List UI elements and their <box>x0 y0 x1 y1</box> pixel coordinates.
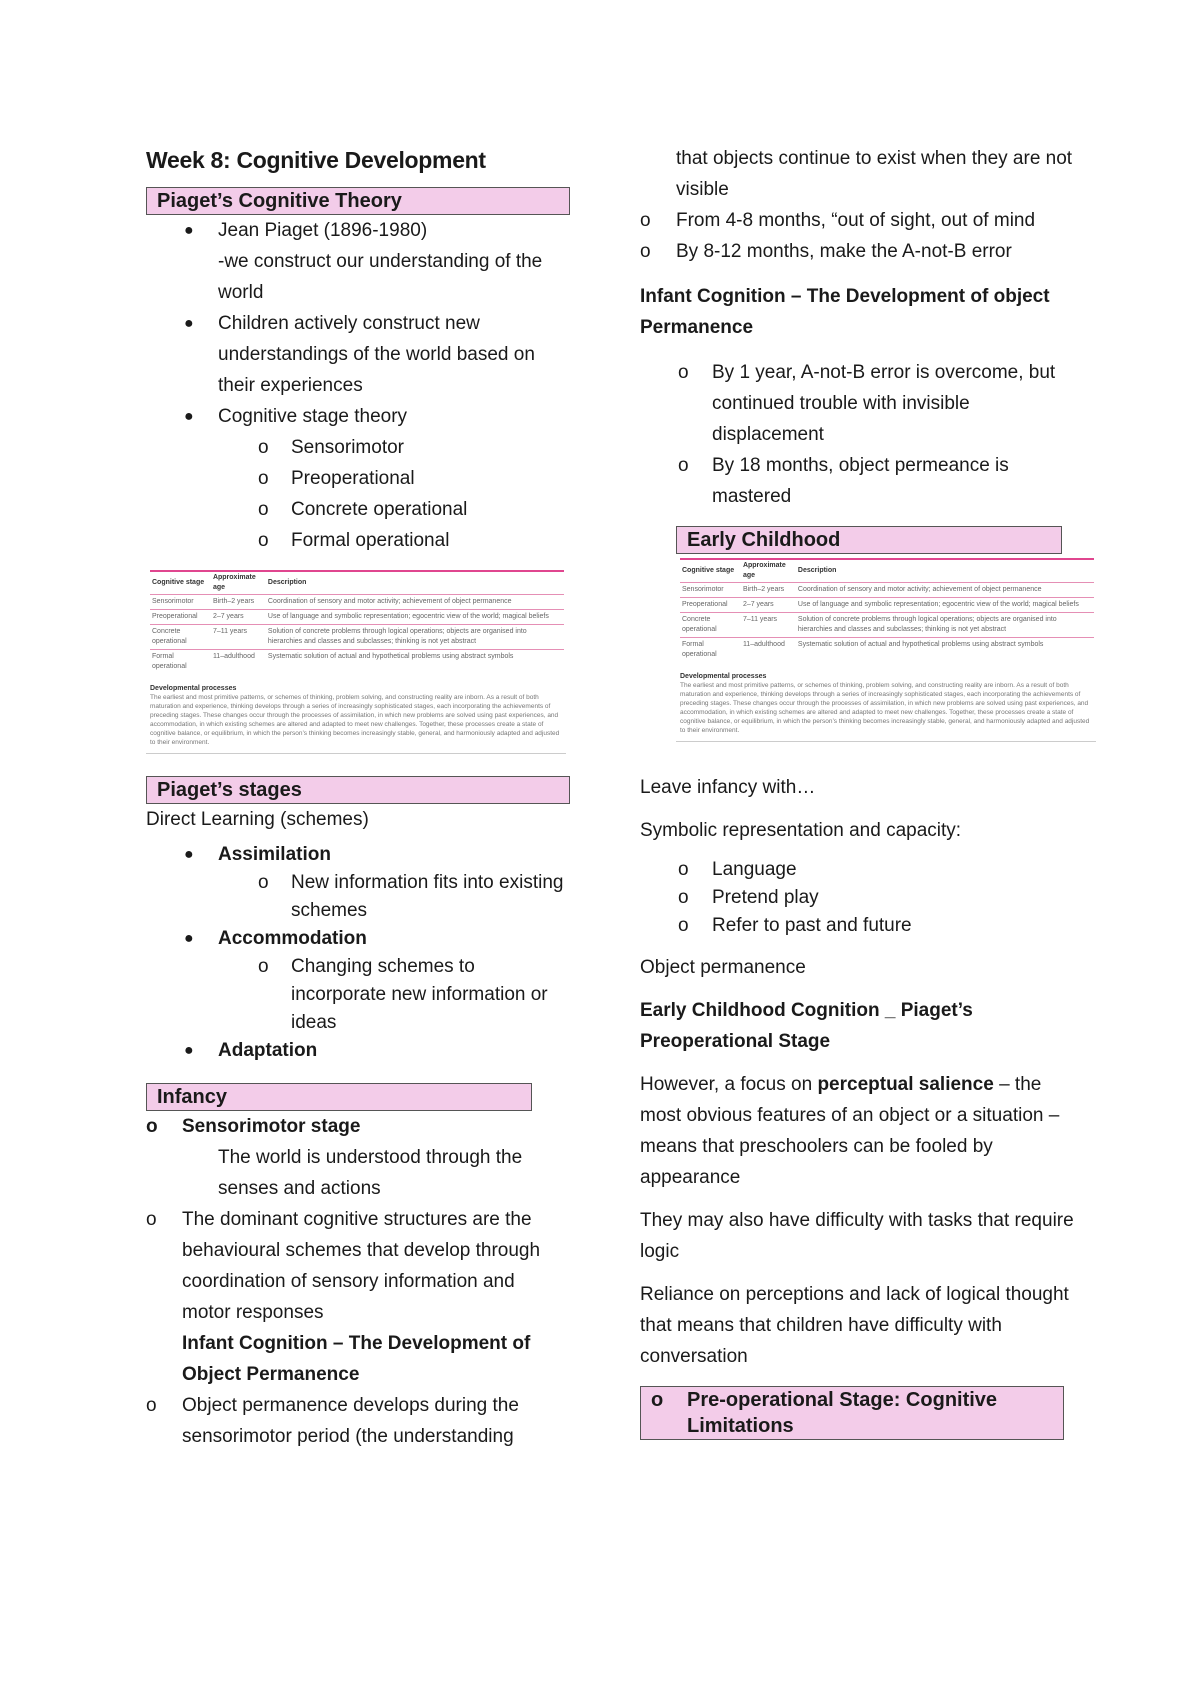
list-item: o The dominant cognitive structures are the behavioural schemes that develop through coordination of sensory information and motor responses Infant Cognition – The Development of Object Permanence <box>146 1209 541 1385</box>
table-note: Developmental processes The earliest and most primitive patterns, or schemes of thinking, problem solving, and constructing reality are inborn. As a result of both maturation and experience, thinking develops through a series of increasingly sophisticated stages, each incorporating the achievements of preceding stages. These changes occur through the processes of assimilation, in which new problems are solved using past experiences, and accommodation, in which existing schemes are altered and adapted to meet new challenges. Together, these processes create a state of cognitive balance, or equilibrium, in which the person’s thinking becomes increasingly stable, general, and harmoniously adapted and adjusted to their environment. <box>680 673 1090 734</box>
stage-list <box>146 432 566 556</box>
table-row: Concrete operational 7–11 years Solution of concrete problems through logical operations; objects are organised into hierarchies and classes and subclasses; thinking is not yet abstract <box>150 625 564 650</box>
list-item: o Language <box>678 859 797 880</box>
table-row: Sensorimotor Birth–2 years Coordination of sensory and motor activity; achievement of object permanence <box>680 583 1094 598</box>
process-list <box>146 841 566 1065</box>
table-note: Developmental processes The earliest and most primitive patterns, or schemes of thinking, problem solving, and constructing reality are inborn. As a result of both maturation and experience, thinking develops through a series of increasingly sophisticated stages, each incorporating the achievements of preceding stages. These changes occur through the processes of assimilation, in which new problems are solved using past experiences, and accommodation, in which existing schemes are altered and adapted to meet new challenges. Together, these processes create a state of cognitive balance, or equilibrium, in which the person’s thinking becomes increasingly stable, general, and harmoniously adapted and adjusted to their environment. <box>150 685 560 746</box>
table-row: Preoperational 2–7 years Use of language and symbolic representation; egocentric view of the world; magical beliefs <box>150 610 564 625</box>
right-column <box>640 143 1090 1440</box>
bullet-icon: ● <box>184 408 194 425</box>
list-item: o Sensorimotor stage <box>146 1116 361 1137</box>
logic-paragraph: They may also have difficulty with tasks that require logic <box>640 1210 1074 1262</box>
list-item: o Pretend play <box>678 887 819 908</box>
left-column <box>146 143 566 1452</box>
sensorimotor-desc: The world is understood through the senses and actions <box>218 1147 523 1199</box>
page-title: Week 8: Cognitive Development <box>146 147 486 173</box>
direct-learning: Direct Learning (schemes) <box>146 809 369 830</box>
continued-text: that objects continue to exist when they are not visible <box>676 148 1073 200</box>
reliance-paragraph: Reliance on perceptions and lack of logical thought that means that children have difficulty with conversation <box>640 1284 1069 1367</box>
table-row: Formal operational 11–adulthood Systematic solution of actual and hypothetical problems using abstract symbols <box>150 650 564 675</box>
infancy-list <box>146 1111 566 1142</box>
bullet-icon: ● <box>184 315 194 332</box>
section-heading-infancy: Infancy <box>146 1083 532 1111</box>
early-childhood-cognition-heading: Early Childhood Cognition _ Piaget’s Preoperational Stage <box>640 1000 973 1052</box>
leave-infancy: Leave infancy with… <box>640 777 816 798</box>
list-item: o Formal operational <box>258 530 450 551</box>
section-heading-piaget-theory: Piaget’s Cognitive Theory <box>146 187 570 215</box>
section-heading-early-childhood: Early Childhood <box>676 526 1062 554</box>
list-item: o Concrete operational <box>258 499 468 520</box>
symbolic-representation: Symbolic representation and capacity: <box>640 820 962 841</box>
table-row: Sensorimotor Birth–2 years Coordination of sensory and motor activity; achievement of object permanence <box>150 595 564 610</box>
list-item: ● Adaptation <box>184 1040 318 1061</box>
list-item: ● Children actively construct new understandings of the world based on their experiences <box>146 308 566 401</box>
piaget-theory-list <box>146 215 566 432</box>
list-item: o Object permanence develops during the sensorimotor period (the understanding <box>146 1395 519 1447</box>
list-item: ● Cognitive stage theory <box>146 401 566 432</box>
stage-table-image <box>146 570 566 754</box>
list-item: o Sensorimotor <box>258 437 404 458</box>
list-item: o Refer to past and future <box>678 915 912 936</box>
table-row: Formal operational 11–adulthood Systematic solution of actual and hypothetical problems using abstract symbols <box>680 638 1094 663</box>
list-item: o From 4-8 months, “out of sight, out of mind <box>640 210 1036 231</box>
stage-table: Cognitive stage Approximate age Description Sensorimotor Birth–2 years Coordination of sensory and motor activity; achievement of object permanence Preoperational 2–7 years Use of language and symbolic representation; egocentric view of the world; magical beliefs Concrete operational 7–11 years Solution of concrete problems through logical operations; objects are organised into hierarchies and classes and subclasses; thinking is not yet abstract Formal operational 11–adulthood Systematic solution of actual and hypothetical problems using abstract symbols <box>150 570 564 674</box>
bullet-icon: ● <box>184 222 194 239</box>
infant-cognition-heading: Infant Cognition – The Development of object Permanence <box>640 286 1050 338</box>
section-heading-piaget-stages: Piaget’s stages <box>146 776 570 804</box>
list-item: ● Accommodation o Changing schemes to incorporate new information or ideas <box>184 928 548 1033</box>
stage-table: Cognitive stage Approximate age Description Sensorimotor Birth–2 years Coordination of sensory and motor activity; achievement of object permanence Preoperational 2–7 years Use of language and symbolic representation; egocentric view of the world; magical beliefs Concrete operational 7–11 years Solution of concrete problems through logical operations; objects are organised into hierarchies and classes and subclasses; thinking is not yet abstract Formal operational 11–adulthood Systematic solution of actual and hypothetical problems using abstract symbols <box>680 558 1094 662</box>
list-item: o By 18 months, object permeance is mastered <box>678 455 1009 507</box>
section-heading-preop-limitations: o Pre-operational Stage: Cognitive Limitations <box>640 1386 1064 1440</box>
stage-table-image-2 <box>676 558 1096 742</box>
list-item: ● Assimilation o New information fits into existing schemes <box>184 844 564 921</box>
perceptual-salience-paragraph: However, a focus on perceptual salience – the most obvious features of an object or a situation – means that preschoolers can be fooled by appearance <box>640 1074 1060 1188</box>
list-item: o Preoperational <box>258 468 415 489</box>
list-item: o By 1 year, A-not-B error is overcome, but continued trouble with invisible displacement <box>678 362 1056 445</box>
object-permanence: Object permanence <box>640 957 806 978</box>
table-row: Concrete operational 7–11 years Solution of concrete problems through logical operations; objects are organised into hierarchies and classes and subclasses; thinking is not yet abstract <box>680 613 1094 638</box>
list-item: o By 8-12 months, make the A-not-B error <box>640 241 1012 262</box>
table-row: Preoperational 2–7 years Use of language and symbolic representation; egocentric view of the world; magical beliefs <box>680 598 1094 613</box>
list-item: ● Jean Piaget (1896-1980) -we construct our understanding of the world <box>146 215 566 308</box>
